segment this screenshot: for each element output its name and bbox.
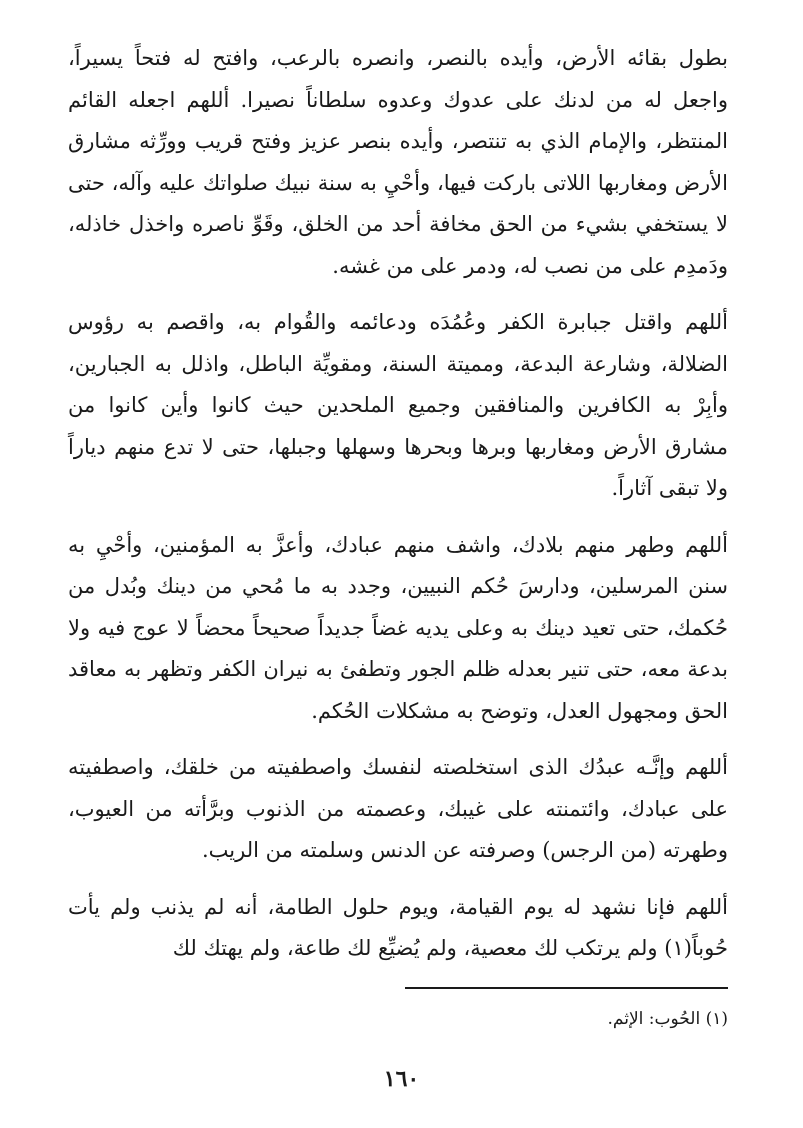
- page-body: [68, 38, 728, 985]
- paragraph-5: أللهم فإنا نشهد له يوم القيامة، ويوم حلول الطامة، أنه لم يذنب ولم يأت حُوباً(١) ولم يرتكب لك معصية، ولم يُضيِّع لك طاعة، ولم يهتك لك: [68, 894, 728, 960]
- paragraph-2: أللهم واقتل جبابرة الكفر وعُمُدَه ودعائمه والقُوام به، واقصم به رؤوس الضلالة، وشارعة البدعة، ومميتة السنة، ومقويِّة الباطل، واذلل به الجبارين، وأبِرْ به الكافرين والمنافقين وجميع الملحدين حيث كانوا وأين كانوا من مشارق الأرض ومغاربها وبرها وبحرها وسهلها وجبلها، حتى لا تدع منهم دياراً ولا تبقى آثاراً.: [68, 310, 728, 500]
- paragraph-3: أللهم وطهر منهم بلادك، واشف منهم عبادك، وأعزَّ به المؤمنين، وأحْيِ به سنن المرسلين، ودارسَ حُكم النبيين، وجدد به ما مُحي من دينك وبُدل من حُكمك، حتى تعيد دينك به وعلى يديه غضاً جديداً صحيحاً محضاً لا عوج فيه ولا بدعة معه، حتى تنير بعدله ظلم الجور وتطفئ به نيران الكفر وتظهر به معاقد الحق ومجهول العدل، وتوضح به مشكلات الحُكم.: [68, 532, 728, 723]
- page-number: ١٦٠: [383, 1066, 420, 1092]
- footnote-divider: [405, 987, 728, 989]
- footnote: (١) الحُوب: الإثم.: [607, 1009, 728, 1029]
- paragraph-4: أللهم وإنَّـه عبدُك الذى استخلصته لنفسك واصطفيته من خلقك، واصطفيته على عبادك، وائتمنته على غيبك، وعصمته من الذنوب وبرَّأته من العيوب، وطهرته (من الرجس) وصرفته عن الدنس وسلمته من الريب.: [68, 755, 728, 862]
- paragraph-1: بطول بقائه الأرض، وأيده بالنصر، وانصره بالرعب، وافتح له فتحاً يسيراً، واجعل له من لدنك على عدوك وعدوه سلطاناً نصيرا. أللهم اجعله القائم المنتظر، والإمام الذي به تنتصر، وأيده بنصر عزيز وفتح قريب وورِّثه مشارق الأرض ومغاربها اللاتى باركت فيها، وأحْيِ به سنة نبيك صلواتك عليه وآله، حتى لا يستخفي بشيء من الحق مخافة أحد من الخلق، وقَوِّ ناصره واخذل خاذله، ودَمدِم على من نصب له، ودمر على من غشه.: [68, 46, 728, 278]
